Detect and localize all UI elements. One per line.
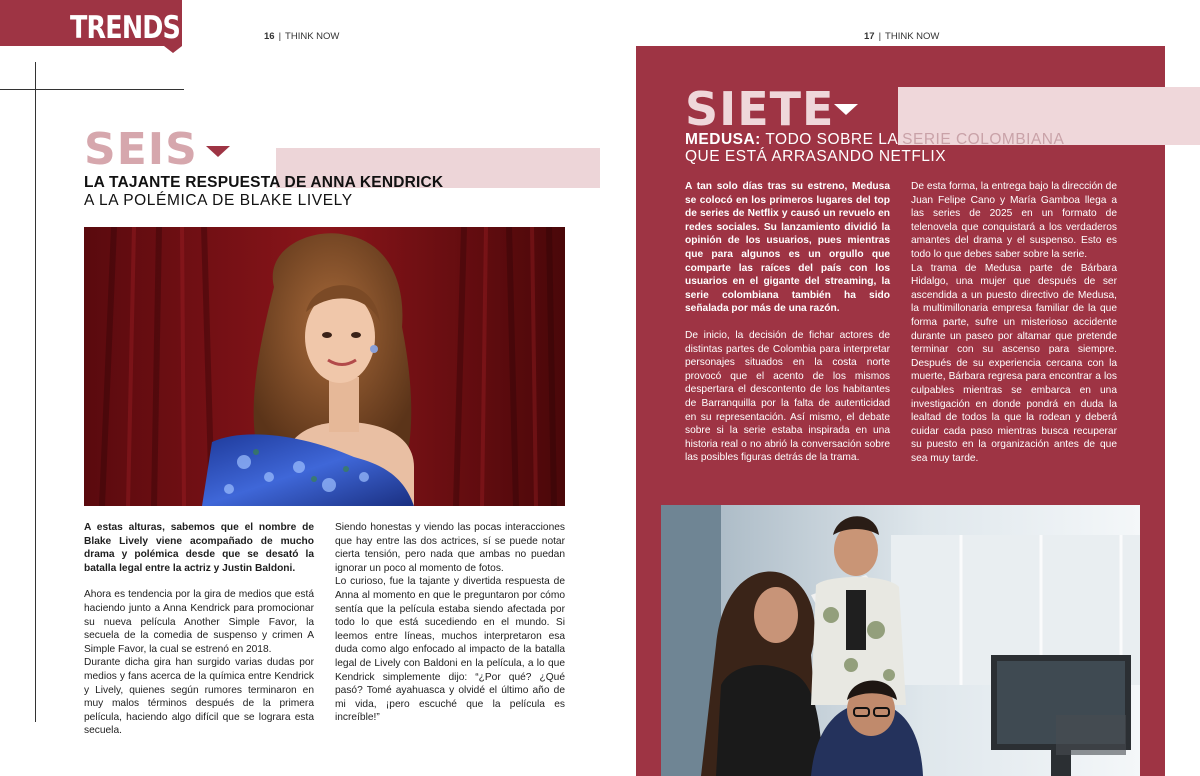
seis-lead-paragraph: A estas alturas, sabemos que el nombre de Blake Lively viene acompañado de mucho drama y polémica desde que se desató la batalla legal entre la actriz y Justin Baldoni. (84, 522, 314, 574)
siete-article-title (685, 131, 1064, 165)
seis-number-word: SEIS (84, 124, 198, 175)
seis-column-1 (84, 521, 314, 738)
right-folio-label: THINK NOW (885, 31, 940, 42)
seis-column-2 (335, 521, 565, 725)
siete-column-2 (911, 180, 1117, 465)
seis-article-subtitle: A LA POLÉMICA DE BLAKE LIVELY (84, 192, 353, 209)
seis-paragraph: Siendo honestas y viendo las pocas interacciones que hay entre las dos actrices, sí se puede notar cierta tensión, pero nada que ambas no puedan ignorar un poco al momento de fotos. (335, 522, 565, 574)
left-page-number: 16 (264, 31, 275, 42)
left-folio: 16 | THINK NOW (264, 31, 340, 42)
siete-triangle-icon (834, 104, 858, 115)
seis-paragraph: Ahora es tendencia por la gira de medios que está haciendo junto a Anna Kendrick para promocionar su nueva película Another Simple Favor, la secuela de la comedia de suspenso y crimen A Simple Favor, la cual se estrenó en 2018. (84, 589, 314, 655)
seis-article-title: LA TAJANTE RESPUESTA DE ANNA KENDRICK (84, 174, 444, 191)
right-page-number: 17 (864, 31, 875, 42)
medusa-cast-photo (661, 505, 1140, 776)
siete-paragraph: De esta forma, la entrega bajo la dirección de Juan Felipe Cano y María Gamboa llega a las series de 2025 en un formato de telenovela que conquistará a los verdaderos amantes del drama y el suspenso. Esto es todo lo que debes saber sobre la serie. (911, 181, 1117, 260)
margin-vertical-rule (35, 62, 36, 722)
left-folio-label: THINK NOW (285, 31, 340, 42)
siete-number-word: SIETE (685, 82, 835, 136)
siete-title-bold: MEDUSA: (685, 131, 761, 148)
margin-horizontal-rule (0, 89, 184, 90)
siete-lead-paragraph: A tan solo días tras su estreno, Medusa se colocó en los primeros lugares del top de series de Netflix y causó un revuelo en redes sociales. Su lanzamiento dividió la opinión de los usuarios, pues mientras que para algunos es un orgullo que comparte las raíces del país con los usuarios en el gigante del streaming, la serie colombiana también ha sido señalada por más de una razón. (685, 181, 890, 315)
siete-title-rest: TODO SOBRE LA (760, 131, 903, 148)
seis-paragraph: Lo curioso, fue la tajante y divertida respuesta de Anna al momento en que le preguntaron por cómo sentía que la película estaba siendo afectada por todo lo que está sucediendo en el mundo. Si leemos entre líneas, muchos interpretaron esa duda como algo enfocado al impacto de la batalla legal de Lively con Baldoni en la película, a lo que Kendrick simplemente dijo: “¿Por qué? ¿Qué pasó? Tomé ayahuasca y olvidé el último año de mi vida, ¡pero escuché que la película es increíble!” (335, 576, 565, 724)
section-tab-label: TRENDS (70, 10, 181, 46)
siete-column-1 (685, 180, 890, 465)
section-tab-notch (164, 46, 182, 53)
right-folio: 17 | THINK NOW (864, 31, 940, 42)
seis-triangle-icon (206, 146, 230, 157)
seis-paragraph: Durante dicha gira han surgido varias dudas por medios y fans acerca de la química entre Kendrick y Lively, quienes según rumores terminaron en muy malos términos después de la primera película, haciendo algo difícil que se lograra esta secuela. (84, 657, 314, 737)
siete-title-band-text: SERIE COLOMBIANA (902, 131, 1065, 148)
siete-paragraph: La trama de Medusa parte de Bárbara Hidalgo, una mujer que después de ser ascendida a un puesto directivo de Medusa, la multimillonaria empresa familiar de la que forma parte, sufre un misterioso accidente durante un paseo por altamar que pretende terminar con su ascenso para siempre. Después de su experiencia cercana con la muerte, Bárbara regresa para encontrar a los culpables mientras se embarca en una investigación en donde pondrá en duda la lealtad de todos la que la rodean y deberá cuidar cada paso mientras busca recuperar su puesto en la organización antes de que sea muy tarde. (911, 262, 1117, 464)
siete-paragraph: De inicio, la decisión de fichar actores de distintas partes de Colombia para interpretar personajes situados en la costa norte provocó que el acento de los mismos despertara el descontento de los habitantes de Barranquilla por la falta de autenticidad en su representación. Así mismo, el debate sobre si la serie estaba inspirada en una historia real o no abrió la conversación sobre las posibles figuras detrás de la trama. (685, 329, 890, 464)
siete-title-line2: QUE ESTÁ ARRASANDO NETFLIX (685, 148, 947, 165)
anna-kendrick-photo (84, 227, 565, 506)
